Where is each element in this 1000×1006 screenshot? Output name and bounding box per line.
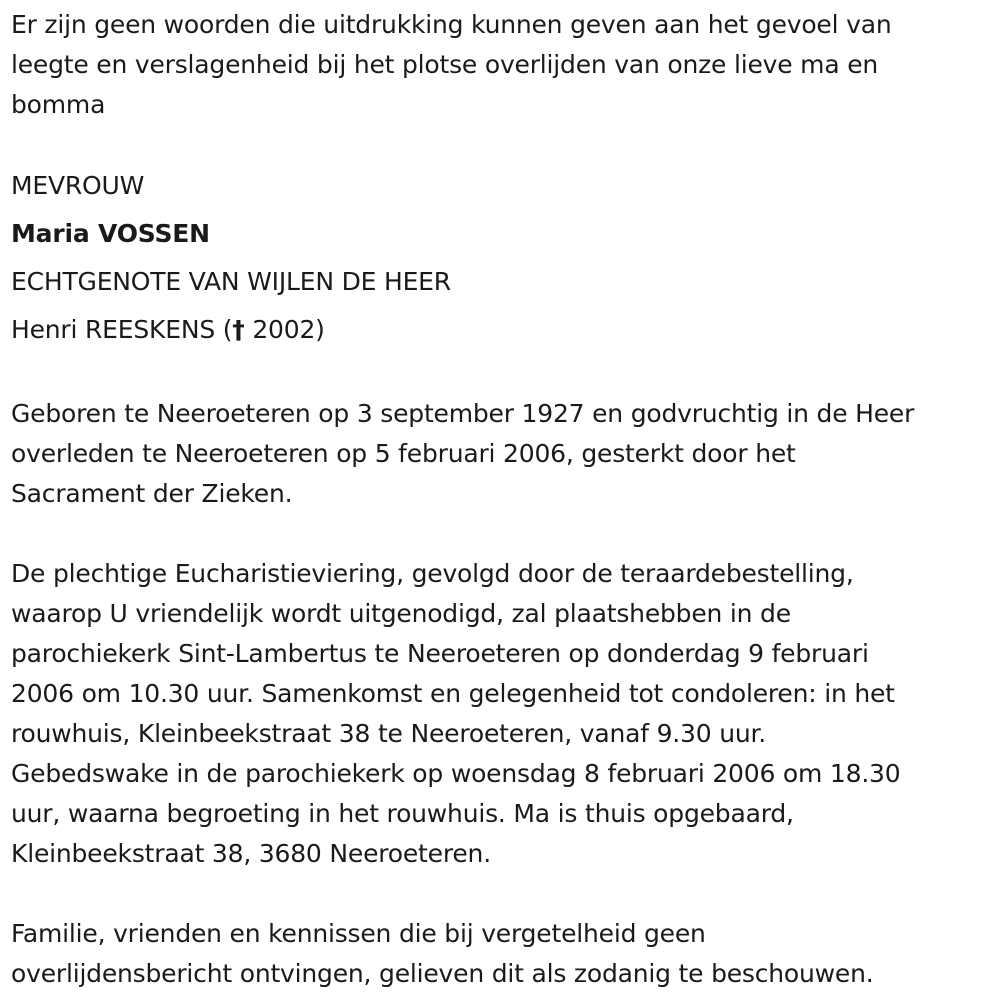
intro-line: leegte en verslagenheid bij het plotse overlijden van onze lieve ma en bbox=[11, 50, 879, 79]
ceremony-line: Kleinbeekstraat 38, 3680 Neeroeteren. bbox=[11, 839, 491, 868]
ceremony-line: rouwhuis, Kleinbeekstraat 38 te Neeroeteren, vanaf 9.30 uur. bbox=[11, 719, 767, 748]
ceremony-line: 2006 om 10.30 uur. Samenkomst en gelegenheid tot condoleren: in het bbox=[11, 679, 895, 708]
intro-paragraph bbox=[11, 5, 996, 125]
cross-icon: † bbox=[232, 315, 245, 344]
birth-death-line: Geboren te Neeroeteren op 3 september 1927 en godvruchtig in de Heer bbox=[11, 399, 915, 428]
ceremony-line: Gebedswake in de parochiekerk op woensdag 8 februari 2006 om 18.30 bbox=[11, 759, 901, 788]
birth-death-line: overleden te Neeroeteren op 5 februari 2006, gesterkt door het bbox=[11, 439, 796, 468]
ceremony-paragraph bbox=[11, 554, 996, 874]
spouse-death-year: 2002) bbox=[244, 315, 325, 344]
intro-line: Er zijn geen woorden die uitdrukking kunnen geven aan het gevoel van bbox=[11, 10, 892, 39]
spouse-line bbox=[11, 306, 996, 354]
spouse-label: ECHTGENOTE VAN WIJLEN DE HEER bbox=[11, 267, 451, 296]
deceased-block bbox=[11, 162, 996, 354]
closing-line: Familie, vrienden en kennissen die bij vergetelheid geen bbox=[11, 919, 706, 948]
birth-death-paragraph bbox=[11, 394, 996, 514]
intro-line: bomma bbox=[11, 90, 106, 119]
honorific-title: MEVROUW bbox=[11, 171, 145, 200]
ceremony-line: De plechtige Eucharistieviering, gevolgd door de teraardebestelling, bbox=[11, 559, 854, 588]
birth-death-line: Sacrament der Zieken. bbox=[11, 479, 293, 508]
ceremony-line: waarop U vriendelijk wordt uitgenodigd, zal plaatshebben in de bbox=[11, 599, 791, 628]
closing-paragraph bbox=[11, 914, 996, 994]
closing-line: overlijdensbericht ontvingen, gelieven dit als zodanig te beschouwen. bbox=[11, 959, 874, 988]
obituary-document bbox=[11, 5, 996, 994]
ceremony-line: uur, waarna begroeting in het rouwhuis. Ma is thuis opgebaard, bbox=[11, 799, 794, 828]
ceremony-line: parochiekerk Sint-Lambertus te Neeroeteren op donderdag 9 februari bbox=[11, 639, 869, 668]
spouse-name: Henri REESKENS ( bbox=[11, 315, 233, 344]
deceased-name: Maria VOSSEN bbox=[11, 219, 210, 248]
